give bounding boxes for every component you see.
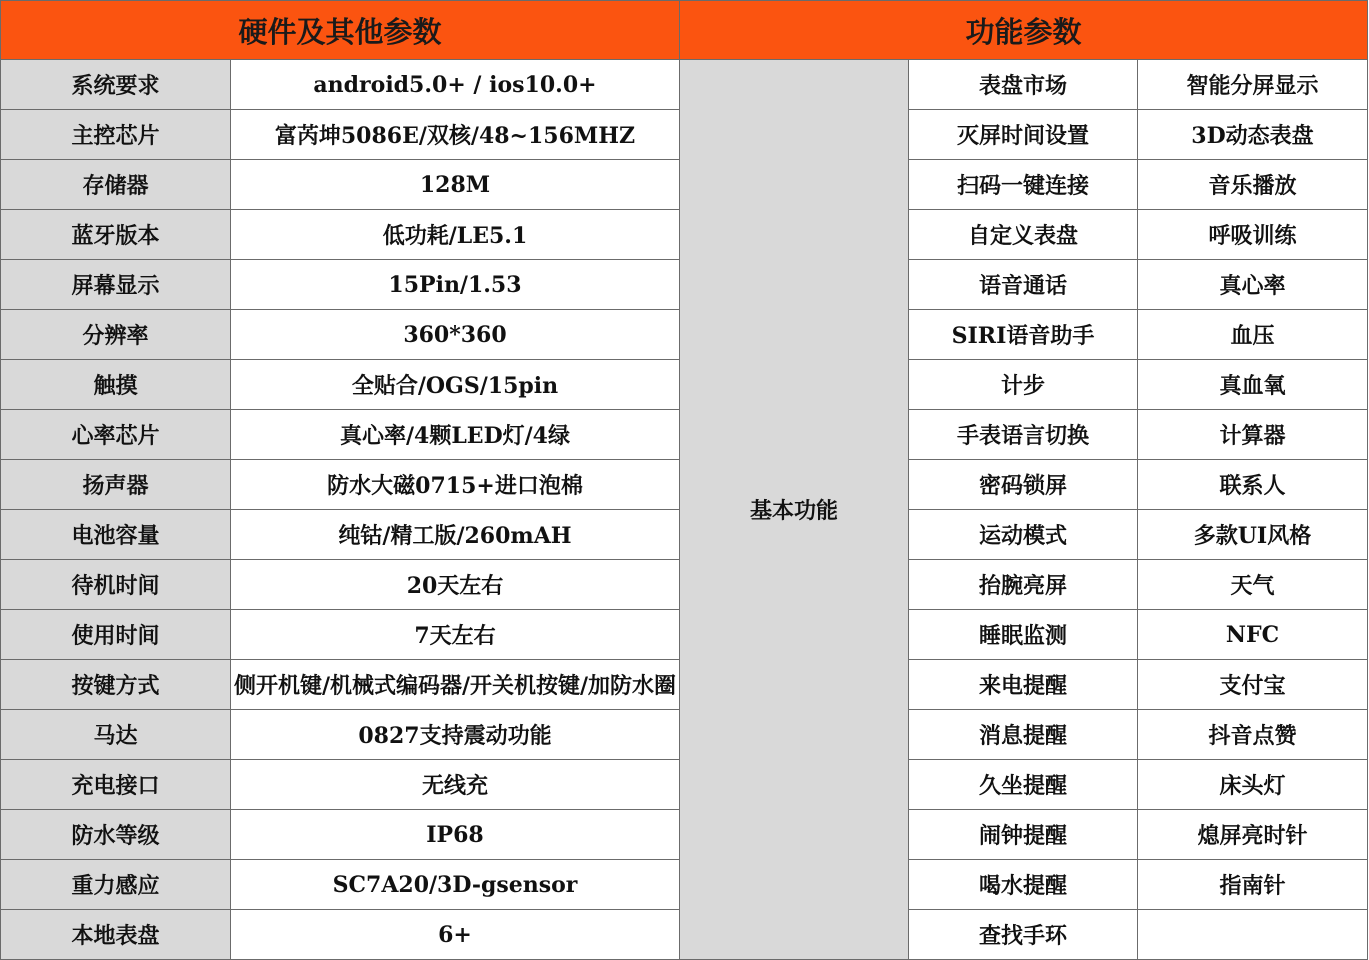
spec-label-cell[interactable]: 马达 bbox=[1, 710, 231, 760]
feature-cell-a[interactable]: 消息提醒 bbox=[909, 710, 1138, 760]
feature-cell-a[interactable]: SIRI语音助手 bbox=[909, 310, 1138, 360]
feature-cell-b[interactable]: 智能分屏显示 bbox=[1138, 60, 1368, 110]
spec-value-cell[interactable]: SC7A20/3D-gsensor bbox=[231, 860, 680, 910]
spec-value-cell[interactable]: 128M bbox=[231, 160, 680, 210]
spec-value-cell[interactable]: android5.0+ / ios10.0+ bbox=[231, 60, 680, 110]
feature-cell-a[interactable]: 来电提醒 bbox=[909, 660, 1138, 710]
feature-cell-a[interactable]: 手表语言切换 bbox=[909, 410, 1138, 460]
feature-cell-b[interactable]: 多款UI风格 bbox=[1138, 510, 1368, 560]
feature-cell-b[interactable]: 计算器 bbox=[1138, 410, 1368, 460]
spec-label-cell[interactable]: 触摸 bbox=[1, 360, 231, 410]
feature-cell-a[interactable]: 运动模式 bbox=[909, 510, 1138, 560]
feature-cell-b[interactable]: 血压 bbox=[1138, 310, 1368, 360]
feature-cell-b[interactable]: NFC bbox=[1138, 610, 1368, 660]
feature-cell-b[interactable]: 真血氧 bbox=[1138, 360, 1368, 410]
feature-cell-a[interactable]: 语音通话 bbox=[909, 260, 1138, 310]
spec-value-cell[interactable]: 侧开机键/机械式编码器/开关机按键/加防水圈 bbox=[231, 660, 680, 710]
feature-cell-b[interactable]: 联系人 bbox=[1138, 460, 1368, 510]
features-header[interactable]: 功能参数 bbox=[680, 1, 1368, 60]
spec-value-cell[interactable]: 360*360 bbox=[231, 310, 680, 360]
feature-cell-a[interactable]: 自定义表盘 bbox=[909, 210, 1138, 260]
feature-cell-b[interactable]: 熄屏亮时针 bbox=[1138, 810, 1368, 860]
spec-label-cell[interactable]: 按键方式 bbox=[1, 660, 231, 710]
spec-label-cell[interactable]: 存储器 bbox=[1, 160, 231, 210]
feature-cell-b[interactable]: 指南针 bbox=[1138, 860, 1368, 910]
basic-function-label[interactable]: 基本功能 bbox=[680, 60, 909, 960]
spec-value-cell[interactable]: 7天左右 bbox=[231, 610, 680, 660]
spec-value-cell[interactable]: 无线充 bbox=[231, 760, 680, 810]
spec-value-cell[interactable]: 防水大磁0715+进口泡棉 bbox=[231, 460, 680, 510]
spec-label-cell[interactable]: 电池容量 bbox=[1, 510, 231, 560]
spec-label-cell[interactable]: 充电接口 bbox=[1, 760, 231, 810]
spec-value-cell[interactable]: 纯钴/精工版/260mAH bbox=[231, 510, 680, 560]
feature-cell-a[interactable]: 扫码一键连接 bbox=[909, 160, 1138, 210]
spec-value-cell[interactable]: 0827支持震动功能 bbox=[231, 710, 680, 760]
feature-cell-b[interactable]: 支付宝 bbox=[1138, 660, 1368, 710]
feature-cell-a[interactable]: 表盘市场 bbox=[909, 60, 1138, 110]
feature-cell-b[interactable]: 真心率 bbox=[1138, 260, 1368, 310]
spec-label-cell[interactable]: 心率芯片 bbox=[1, 410, 231, 460]
spec-label-cell[interactable]: 本地表盘 bbox=[1, 910, 231, 960]
spec-value-cell[interactable]: 富芮坤5086E/双核/48~156MHZ bbox=[231, 110, 680, 160]
spec-value-cell[interactable]: IP68 bbox=[231, 810, 680, 860]
feature-cell-a[interactable]: 久坐提醒 bbox=[909, 760, 1138, 810]
spec-label-cell[interactable]: 屏幕显示 bbox=[1, 260, 231, 310]
feature-cell-b[interactable]: 床头灯 bbox=[1138, 760, 1368, 810]
feature-cell-a[interactable]: 密码锁屏 bbox=[909, 460, 1138, 510]
feature-cell-a[interactable]: 喝水提醒 bbox=[909, 860, 1138, 910]
feature-cell-b[interactable]: 抖音点赞 bbox=[1138, 710, 1368, 760]
feature-cell-b[interactable]: 天气 bbox=[1138, 560, 1368, 610]
feature-cell-b[interactable]: 3D动态表盘 bbox=[1138, 110, 1368, 160]
spec-label-cell[interactable]: 待机时间 bbox=[1, 560, 231, 610]
spec-label-cell[interactable]: 蓝牙版本 bbox=[1, 210, 231, 260]
feature-cell-b[interactable]: 呼吸训练 bbox=[1138, 210, 1368, 260]
spec-value-cell[interactable]: 20天左右 bbox=[231, 560, 680, 610]
feature-cell-b[interactable]: 音乐播放 bbox=[1138, 160, 1368, 210]
spec-label-cell[interactable]: 系统要求 bbox=[1, 60, 231, 110]
feature-cell-b[interactable] bbox=[1138, 910, 1368, 960]
spec-label-cell[interactable]: 分辨率 bbox=[1, 310, 231, 360]
spec-value-cell[interactable]: 全贴合/OGS/15pin bbox=[231, 360, 680, 410]
spec-label-cell[interactable]: 主控芯片 bbox=[1, 110, 231, 160]
header-row bbox=[1, 1, 1368, 60]
feature-cell-a[interactable]: 闹钟提醒 bbox=[909, 810, 1138, 860]
spec-label-cell[interactable]: 使用时间 bbox=[1, 610, 231, 660]
spec-value-cell[interactable]: 真心率/4颗LED灯/4绿 bbox=[231, 410, 680, 460]
feature-cell-a[interactable]: 抬腕亮屏 bbox=[909, 560, 1138, 610]
spec-label-cell[interactable]: 重力感应 bbox=[1, 860, 231, 910]
spec-value-cell[interactable]: 低功耗/LE5.1 bbox=[231, 210, 680, 260]
feature-cell-a[interactable]: 查找手环 bbox=[909, 910, 1138, 960]
hardware-header[interactable]: 硬件及其他参数 bbox=[1, 1, 680, 60]
feature-cell-a[interactable]: 睡眠监测 bbox=[909, 610, 1138, 660]
spec-value-cell[interactable]: 6+ bbox=[231, 910, 680, 960]
spec-value-cell[interactable]: 15Pin/1.53 bbox=[231, 260, 680, 310]
feature-cell-a[interactable]: 灭屏时间设置 bbox=[909, 110, 1138, 160]
table-row bbox=[1, 60, 1368, 110]
feature-cell-a[interactable]: 计步 bbox=[909, 360, 1138, 410]
spec-label-cell[interactable]: 防水等级 bbox=[1, 810, 231, 860]
spec-label-cell[interactable]: 扬声器 bbox=[1, 460, 231, 510]
